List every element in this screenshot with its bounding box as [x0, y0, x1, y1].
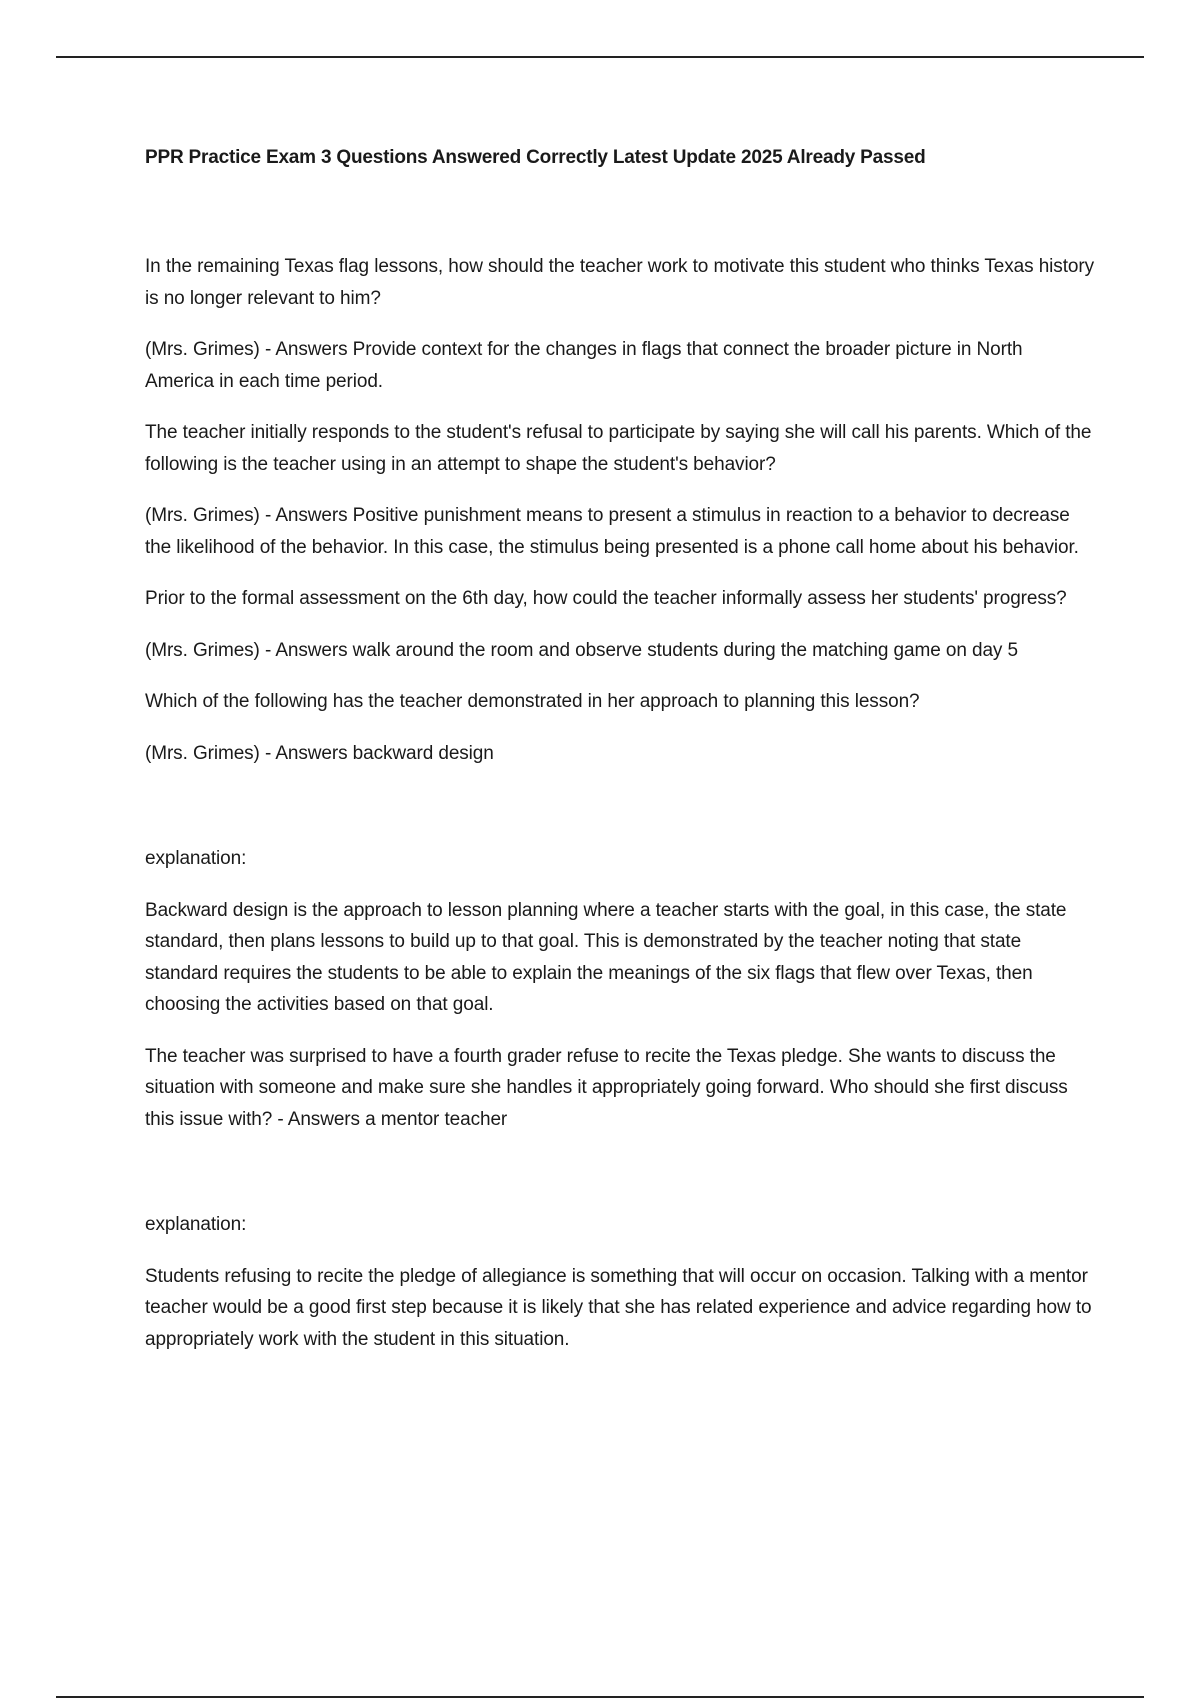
question-answer-paragraph: The teacher was surprised to have a fourth grader refuse to recite the Texas pledge. She wants to discuss the situation with someone and make sure she handles it appropriately going forward. Who should she first discuss this issue with? - Answers a mentor teacher [145, 1045, 1068, 1130]
question-paragraph: The teacher initially responds to the student's refusal to participate by saying she will call his parents. Which of the following is the teacher using in an attempt to shape the student's behavior? [145, 422, 1092, 475]
bottom-divider [56, 1696, 1144, 1698]
explanation-label: explanation: [145, 848, 247, 869]
explanation-label: explanation: [145, 1214, 247, 1235]
answer-paragraph: (Mrs. Grimes) - Answers Provide context for the changes in flags that connect the broader picture in North America in each time period. [145, 339, 1023, 392]
question-paragraph: Prior to the formal assessment on the 6th day, how could the teacher informally assess her students' progress? [145, 588, 1067, 609]
section-gap [145, 789, 1095, 843]
answer-paragraph: (Mrs. Grimes) - Answers Positive punishment means to present a stimulus in reaction to a behavior to decrease the likelihood of the behavior. In this case, the stimulus being presented is a phone call home about his behavior. [145, 505, 1079, 558]
explanation-paragraph: Students refusing to recite the pledge of allegiance is something that will occur on occasion. Talking with a mentor teacher would be a good first step because it is likely that she has related experience and advice regarding how to appropriately work with the student in this situation. [145, 1265, 1092, 1350]
explanation-paragraph: Backward design is the approach to lesson planning where a teacher starts with the goal, in this case, the state standard, then plans lessons to build up to that goal. This is demonstrated by the teacher noting that state standard requires the students to be able to explain the meanings of the six flags that flew over Texas, then choosing the activities based on that goal. [145, 899, 1067, 1015]
answer-paragraph: (Mrs. Grimes) - Answers walk around the room and observe students during the matching game on day 5 [145, 639, 1018, 661]
question-paragraph: In the remaining Texas flag lessons, how should the teacher work to motivate this student who thinks Texas history is no longer relevant to him? [145, 256, 1094, 309]
question-paragraph: Which of the following has the teacher demonstrated in her approach to planning this lesson? [145, 691, 920, 712]
answer-paragraph: (Mrs. Grimes) - Answers backward design [145, 742, 494, 764]
page-title: PPR Practice Exam 3 Questions Answered Correctly Latest Update 2025 Already Passed [145, 147, 926, 168]
document-body [145, 142, 1095, 1375]
section-gap [145, 1155, 1095, 1209]
top-divider [56, 56, 1144, 58]
